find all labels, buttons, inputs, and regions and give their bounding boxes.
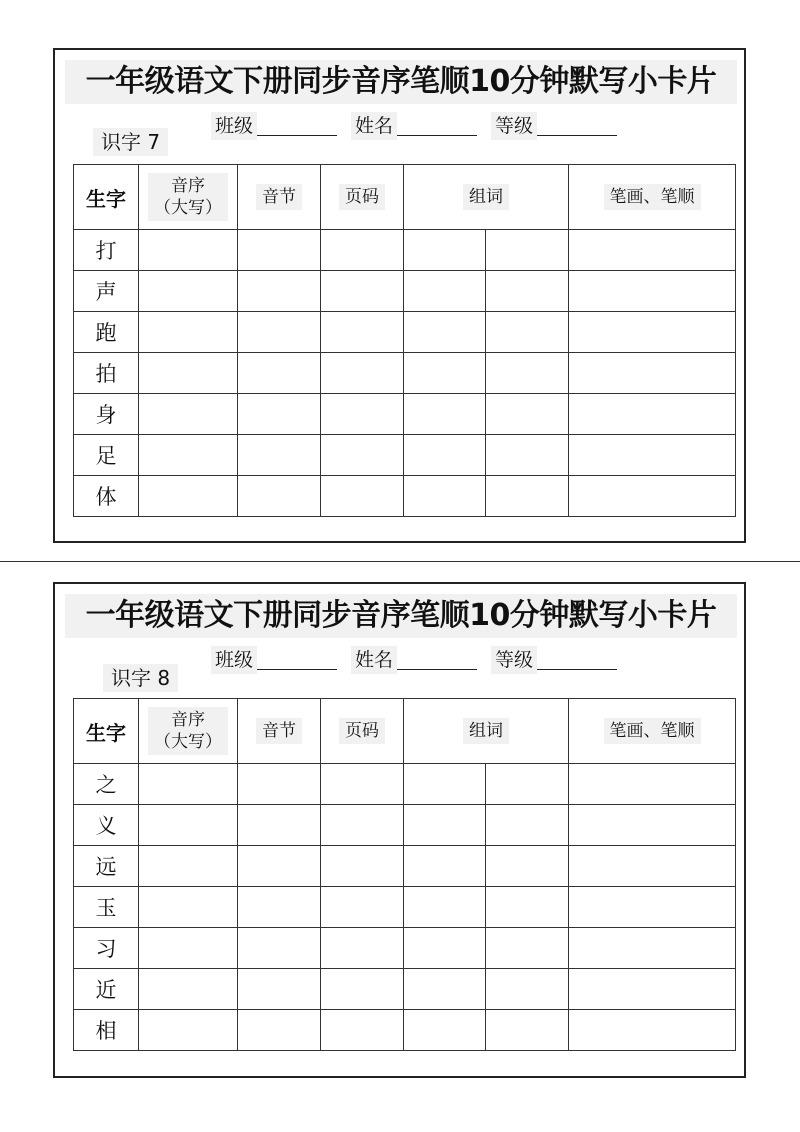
table-row xyxy=(74,1010,736,1051)
header-syllable: 音节 xyxy=(238,165,321,230)
initial-blank-cell xyxy=(139,805,238,846)
initial-blank-cell xyxy=(139,230,238,271)
table-row xyxy=(74,312,736,353)
word2-blank-cell xyxy=(486,1010,569,1051)
syllable-blank-cell xyxy=(238,394,321,435)
header-char: 生字 xyxy=(74,699,139,764)
table-row xyxy=(74,476,736,517)
strokes-blank-cell xyxy=(569,312,736,353)
word1-blank-cell xyxy=(404,394,486,435)
initial-blank-cell xyxy=(139,1010,238,1051)
grade-label: 等级 xyxy=(491,646,537,674)
word1-blank-cell xyxy=(404,476,486,517)
table-row xyxy=(74,271,736,312)
header-initial: 音序 （大写） xyxy=(139,165,238,230)
character-cell: 远 xyxy=(74,846,139,887)
header-page: 页码 xyxy=(321,165,404,230)
syllable-blank-cell xyxy=(238,353,321,394)
student-info-fields xyxy=(211,646,617,674)
table-row xyxy=(74,846,736,887)
table-row xyxy=(74,435,736,476)
strokes-blank-cell xyxy=(569,230,736,271)
header-syllable: 音节 xyxy=(238,699,321,764)
page-blank-cell xyxy=(321,271,404,312)
syllable-blank-cell xyxy=(238,928,321,969)
word2-blank-cell xyxy=(486,805,569,846)
page-divider xyxy=(0,561,800,562)
word1-blank-cell xyxy=(404,805,486,846)
word1-blank-cell xyxy=(404,846,486,887)
word2-blank-cell xyxy=(486,928,569,969)
syllable-blank-cell xyxy=(238,230,321,271)
class-field xyxy=(211,112,337,140)
word2-blank-cell xyxy=(486,271,569,312)
strokes-blank-cell xyxy=(569,353,736,394)
syllable-blank-cell xyxy=(238,312,321,353)
grade-label: 等级 xyxy=(491,112,537,140)
strokes-blank-cell xyxy=(569,394,736,435)
syllable-blank-cell xyxy=(238,1010,321,1051)
initial-blank-cell xyxy=(139,312,238,353)
word2-blank-cell xyxy=(486,353,569,394)
syllable-blank-cell xyxy=(238,805,321,846)
word2-blank-cell xyxy=(486,764,569,805)
dictation-table xyxy=(73,698,736,1051)
class-blank xyxy=(257,115,337,136)
initial-blank-cell xyxy=(139,928,238,969)
lesson-label: 识字 7 xyxy=(93,128,168,156)
word2-blank-cell xyxy=(486,476,569,517)
word1-blank-cell xyxy=(404,764,486,805)
page-blank-cell xyxy=(321,969,404,1010)
strokes-blank-cell xyxy=(569,969,736,1010)
page-blank-cell xyxy=(321,846,404,887)
character-cell: 打 xyxy=(74,230,139,271)
student-info-fields xyxy=(211,112,617,140)
table-row xyxy=(74,764,736,805)
table-row xyxy=(74,230,736,271)
table-header-row xyxy=(74,699,736,764)
table-row xyxy=(74,887,736,928)
header-char: 生字 xyxy=(74,165,139,230)
page-blank-cell xyxy=(321,887,404,928)
word2-blank-cell xyxy=(486,435,569,476)
worksheet-card-2 xyxy=(53,582,746,1078)
word2-blank-cell xyxy=(486,887,569,928)
class-label: 班级 xyxy=(211,646,257,674)
character-cell: 拍 xyxy=(74,353,139,394)
page-blank-cell xyxy=(321,394,404,435)
word1-blank-cell xyxy=(404,435,486,476)
strokes-blank-cell xyxy=(569,805,736,846)
character-cell: 足 xyxy=(74,435,139,476)
character-cell: 跑 xyxy=(74,312,139,353)
strokes-blank-cell xyxy=(569,764,736,805)
syllable-blank-cell xyxy=(238,887,321,928)
syllable-blank-cell xyxy=(238,764,321,805)
grade-blank xyxy=(537,649,617,670)
word2-blank-cell xyxy=(486,394,569,435)
initial-blank-cell xyxy=(139,353,238,394)
worksheet-card-1 xyxy=(53,48,746,543)
page-blank-cell xyxy=(321,1010,404,1051)
character-cell: 义 xyxy=(74,805,139,846)
word1-blank-cell xyxy=(404,230,486,271)
character-cell: 声 xyxy=(74,271,139,312)
word1-blank-cell xyxy=(404,312,486,353)
character-cell: 玉 xyxy=(74,887,139,928)
card-title: 一年级语文下册同步音序笔顺10分钟默写小卡片 xyxy=(65,594,737,638)
word1-blank-cell xyxy=(404,969,486,1010)
name-field xyxy=(351,112,477,140)
initial-blank-cell xyxy=(139,271,238,312)
table-row xyxy=(74,805,736,846)
character-cell: 相 xyxy=(74,1010,139,1051)
table-header-row xyxy=(74,165,736,230)
grade-field xyxy=(491,112,617,140)
word2-blank-cell xyxy=(486,312,569,353)
word1-blank-cell xyxy=(404,1010,486,1051)
header-page: 页码 xyxy=(321,699,404,764)
initial-blank-cell xyxy=(139,969,238,1010)
word1-blank-cell xyxy=(404,928,486,969)
syllable-blank-cell xyxy=(238,476,321,517)
word2-blank-cell xyxy=(486,969,569,1010)
initial-blank-cell xyxy=(139,846,238,887)
header-words: 组词 xyxy=(404,699,569,764)
word2-blank-cell xyxy=(486,230,569,271)
page-blank-cell xyxy=(321,353,404,394)
header-strokes: 笔画、笔顺 xyxy=(569,699,736,764)
syllable-blank-cell xyxy=(238,435,321,476)
initial-blank-cell xyxy=(139,887,238,928)
name-label: 姓名 xyxy=(351,646,397,674)
initial-blank-cell xyxy=(139,394,238,435)
table-row xyxy=(74,928,736,969)
word2-blank-cell xyxy=(486,846,569,887)
header-words: 组词 xyxy=(404,165,569,230)
class-field xyxy=(211,646,337,674)
character-cell: 近 xyxy=(74,969,139,1010)
strokes-blank-cell xyxy=(569,928,736,969)
character-cell: 身 xyxy=(74,394,139,435)
syllable-blank-cell xyxy=(238,969,321,1010)
page-blank-cell xyxy=(321,928,404,969)
initial-blank-cell xyxy=(139,764,238,805)
name-blank xyxy=(397,115,477,136)
character-cell: 之 xyxy=(74,764,139,805)
page-blank-cell xyxy=(321,764,404,805)
table-row xyxy=(74,394,736,435)
syllable-blank-cell xyxy=(238,271,321,312)
character-cell: 体 xyxy=(74,476,139,517)
character-cell: 习 xyxy=(74,928,139,969)
page-blank-cell xyxy=(321,312,404,353)
name-field xyxy=(351,646,477,674)
header-strokes: 笔画、笔顺 xyxy=(569,165,736,230)
strokes-blank-cell xyxy=(569,887,736,928)
name-label: 姓名 xyxy=(351,112,397,140)
table-body xyxy=(74,230,736,517)
header-initial: 音序 （大写） xyxy=(139,699,238,764)
table-row xyxy=(74,969,736,1010)
word1-blank-cell xyxy=(404,887,486,928)
word1-blank-cell xyxy=(404,353,486,394)
dictation-table xyxy=(73,164,736,517)
syllable-blank-cell xyxy=(238,846,321,887)
page-blank-cell xyxy=(321,805,404,846)
table-body xyxy=(74,764,736,1051)
strokes-blank-cell xyxy=(569,1010,736,1051)
page-blank-cell xyxy=(321,476,404,517)
page-blank-cell xyxy=(321,435,404,476)
strokes-blank-cell xyxy=(569,435,736,476)
grade-blank xyxy=(537,115,617,136)
class-blank xyxy=(257,649,337,670)
name-blank xyxy=(397,649,477,670)
lesson-label: 识字 8 xyxy=(103,664,178,692)
table-row xyxy=(74,353,736,394)
initial-blank-cell xyxy=(139,435,238,476)
card-title: 一年级语文下册同步音序笔顺10分钟默写小卡片 xyxy=(65,60,737,104)
grade-field xyxy=(491,646,617,674)
class-label: 班级 xyxy=(211,112,257,140)
strokes-blank-cell xyxy=(569,271,736,312)
strokes-blank-cell xyxy=(569,846,736,887)
word1-blank-cell xyxy=(404,271,486,312)
page-blank-cell xyxy=(321,230,404,271)
strokes-blank-cell xyxy=(569,476,736,517)
initial-blank-cell xyxy=(139,476,238,517)
